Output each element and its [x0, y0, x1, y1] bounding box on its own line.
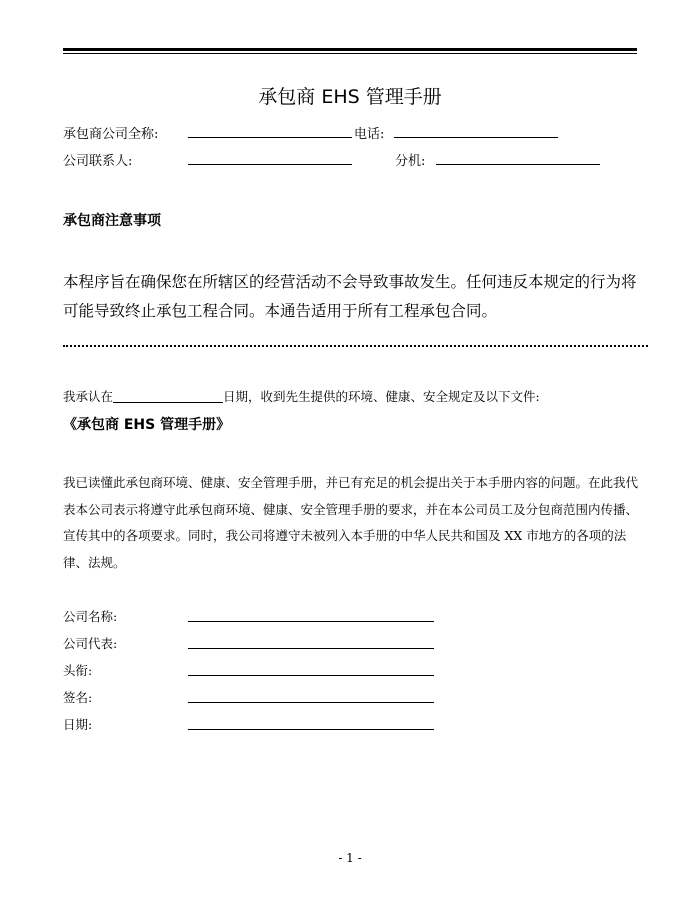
acknowledgement-date-blank[interactable]	[113, 390, 223, 403]
manual-name: 《承包商 EHS 管理手册》	[63, 417, 231, 433]
company-name-blank[interactable]	[188, 621, 434, 622]
notice-paragraph: 本程序旨在确保您在所辖区的经营活动不会导致事故发生。任何违反本规定的行为将可能导致终止承包工程合同。本通告适用于所有工程承包合同。	[63, 273, 637, 320]
page-number: - 1 -	[338, 851, 362, 865]
acknowledgement-line	[63, 387, 540, 405]
notice-heading: 承包商注意事项	[63, 213, 161, 229]
date-blank[interactable]	[188, 729, 434, 730]
phone-blank[interactable]	[394, 137, 558, 138]
position-label: 头衔:	[63, 663, 93, 678]
acknowledgement-prefix: 我承认在	[63, 389, 114, 404]
acknowledgement-suffix: 日期，收到先生提供的环境、健康、安全规定及以下文件:	[223, 389, 540, 404]
declaration-paragraph: 我已读懂此承包商环境、健康、安全管理手册，并已有充足的机会提出关于本手册内容的问题。在此我代表本公司表示将遵守此承包商环境、健康、安全管理手册的要求，并在本公司员工及分包商范围内传播、宣传其中的各项要求。同时，我公司将遵守未被列入本手册的中华人民共和国及 XX 市地方的各项的法律、法规。	[63, 475, 639, 570]
company-name-label: 公司名称:	[63, 609, 118, 624]
extension-blank[interactable]	[436, 164, 600, 165]
signature-blank[interactable]	[188, 702, 434, 703]
extension-label: 分机:	[395, 154, 426, 169]
company-rep-label: 公司代表:	[63, 636, 118, 651]
contact-blank[interactable]	[188, 164, 352, 165]
top-rule-thin	[63, 53, 637, 54]
company-full-name-label: 承包商公司全称:	[63, 127, 159, 142]
contact-label: 公司联系人:	[63, 154, 133, 169]
dotted-separator	[63, 345, 648, 347]
top-rule-thick	[63, 48, 637, 51]
document-title: 承包商 EHS 管理手册	[258, 86, 442, 108]
signature-label: 签名:	[63, 690, 93, 705]
phone-label: 电话:	[354, 127, 385, 142]
position-blank[interactable]	[188, 675, 434, 676]
company-full-name-blank[interactable]	[188, 137, 352, 138]
date-label: 日期:	[63, 717, 93, 732]
company-rep-blank[interactable]	[188, 648, 434, 649]
